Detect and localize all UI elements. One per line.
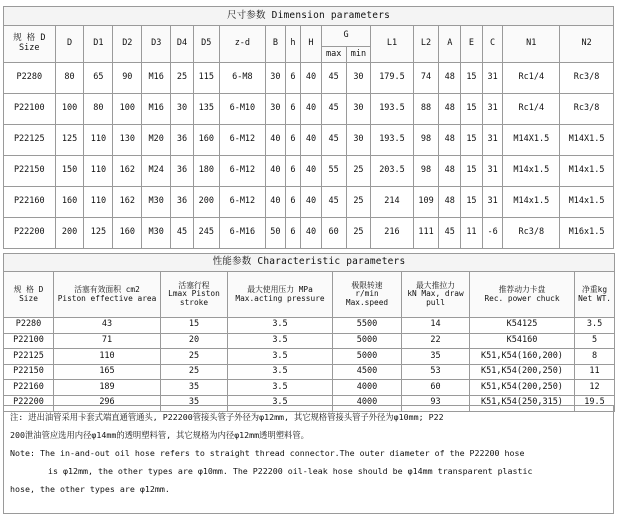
row-size-cell: P22125 xyxy=(4,349,54,365)
table-cell: M30 xyxy=(142,187,171,218)
table-cell: 36 xyxy=(171,187,194,218)
table-cell: 179.5 xyxy=(371,63,413,94)
table-cell: 36 xyxy=(171,156,194,187)
table-cell: 110 xyxy=(54,349,161,365)
table-cell: 3.5 xyxy=(228,349,333,365)
characteristic-table xyxy=(3,253,615,412)
col-header-d1: D1 xyxy=(84,26,113,63)
table-cell: 45 xyxy=(171,218,194,249)
table-cell: 40 xyxy=(301,94,322,125)
col-header-d5: D5 xyxy=(193,26,219,63)
row-size-cell: P22125 xyxy=(4,125,56,156)
table-cell: 14 xyxy=(402,318,470,334)
table-cell: 110 xyxy=(84,187,113,218)
table-cell: 180 xyxy=(193,156,219,187)
table-row xyxy=(4,364,615,380)
col-header-net-weight: 净重kg Net WT. xyxy=(575,272,615,318)
table-row xyxy=(4,333,615,349)
table-cell: 43 xyxy=(54,318,161,334)
table-cell: 6-M12 xyxy=(219,187,265,218)
table-cell: 31 xyxy=(482,156,503,187)
table-cell: 4500 xyxy=(333,364,402,380)
table-cell: 5500 xyxy=(333,318,402,334)
table-row xyxy=(4,318,615,334)
col-header-n1: N1 xyxy=(503,26,560,63)
table-cell: 3.5 xyxy=(228,318,333,334)
table-cell: 6-M16 xyxy=(219,218,265,249)
table-cell: 6 xyxy=(285,187,300,218)
table-cell: M16 xyxy=(142,63,171,94)
table-cell: 45 xyxy=(321,187,346,218)
table-cell: K51,K54(200,250) xyxy=(470,364,575,380)
table-cell: 35 xyxy=(161,380,228,396)
col-header-l1: L1 xyxy=(371,26,413,63)
table-cell: 162 xyxy=(113,187,142,218)
table-cell: 110 xyxy=(84,156,113,187)
table-cell: 3.5 xyxy=(228,395,333,411)
dimension-table-body xyxy=(4,63,614,249)
table-cell: 3.5 xyxy=(228,333,333,349)
table-cell: M20 xyxy=(142,125,171,156)
table-cell: M30 xyxy=(142,218,171,249)
table-cell: 130 xyxy=(113,125,142,156)
col-header-d4: D4 xyxy=(171,26,194,63)
col-header-d2: D2 xyxy=(113,26,142,63)
table-cell: 30 xyxy=(346,63,371,94)
table-cell: 11 xyxy=(461,218,483,249)
row-size-cell: P22160 xyxy=(4,187,56,218)
table-cell: M14X1.5 xyxy=(560,125,614,156)
col-header-piston-stroke: 活塞行程 Lmax Piston stroke xyxy=(161,272,228,318)
table-row xyxy=(4,218,614,249)
row-size-cell: P2280 xyxy=(4,318,54,334)
notes-block xyxy=(3,405,614,514)
table-cell: 200 xyxy=(55,218,84,249)
table-cell: M16 xyxy=(142,94,171,125)
table-cell: 48 xyxy=(439,94,461,125)
table-cell: 25 xyxy=(161,364,228,380)
table-cell: 6 xyxy=(285,94,300,125)
table-cell: 6 xyxy=(285,63,300,94)
col-header-h: h xyxy=(285,26,300,63)
table-cell: -6 xyxy=(482,218,503,249)
col-header-g-min: min xyxy=(346,47,371,63)
table-row xyxy=(4,156,614,187)
row-size-cell: P22200 xyxy=(4,218,56,249)
table-cell: 40 xyxy=(301,156,322,187)
size-header-cn: 规 格 D xyxy=(13,285,44,295)
table-cell: 35 xyxy=(402,349,470,365)
table-cell: 4000 xyxy=(333,380,402,396)
characteristic-table-title: 性能参数 Characteristic parameters xyxy=(4,254,615,272)
table-cell: 162 xyxy=(113,156,142,187)
table-cell: 110 xyxy=(84,125,113,156)
table-cell: 93 xyxy=(402,395,470,411)
table-cell: 5 xyxy=(575,333,615,349)
table-cell: Rc3/8 xyxy=(560,63,614,94)
table-cell: 245 xyxy=(193,218,219,249)
table-cell: K51,K54(200,250) xyxy=(470,380,575,396)
col-header-g: G xyxy=(321,26,371,47)
note-cn-line-1: 注: 进出油管采用卡套式端直通管通头, P22200管接头管子外径为φ12mm, 其它规格管接头管子外径为φ10mm; P22 xyxy=(10,412,444,422)
note-cn-line-2: 200泄油管应选用内径φ14mm的透明塑料管, 其它规格为内径φ12mm透明塑料管。 xyxy=(10,430,309,440)
table-cell: 48 xyxy=(439,156,461,187)
table-cell: 165 xyxy=(54,364,161,380)
table-cell: 20 xyxy=(161,333,228,349)
col-header-e: E xyxy=(461,26,483,63)
table-cell: 200 xyxy=(193,187,219,218)
table-cell: 6 xyxy=(285,156,300,187)
table-cell: 25 xyxy=(346,218,371,249)
table-cell: 100 xyxy=(55,94,84,125)
table-cell: 12 xyxy=(575,380,615,396)
table-cell: 193.5 xyxy=(371,125,413,156)
table-cell: 31 xyxy=(482,94,503,125)
table-row xyxy=(4,125,614,156)
col-header-z-d: z-d xyxy=(219,26,265,63)
table-cell: 40 xyxy=(266,125,286,156)
col-header-c: C xyxy=(482,26,503,63)
table-cell: 15 xyxy=(461,125,483,156)
table-cell: 53 xyxy=(402,364,470,380)
col-header-d: D xyxy=(55,26,84,63)
table-cell: 15 xyxy=(461,63,483,94)
table-cell: 40 xyxy=(266,187,286,218)
table-cell: 15 xyxy=(461,94,483,125)
table-cell: 11 xyxy=(575,364,615,380)
dimension-table xyxy=(3,6,614,249)
table-cell: 15 xyxy=(461,156,483,187)
size-header-en: Size xyxy=(19,293,38,303)
col-header-b: B xyxy=(266,26,286,63)
size-header xyxy=(4,272,54,318)
table-cell: 6-M12 xyxy=(219,125,265,156)
col-header-n2: N2 xyxy=(560,26,614,63)
table-cell: 48 xyxy=(439,187,461,218)
row-size-cell: P22100 xyxy=(4,333,54,349)
table-cell: 193.5 xyxy=(371,94,413,125)
col-header-hh: H xyxy=(301,26,322,63)
table-cell: M14x1.5 xyxy=(560,156,614,187)
table-cell: 80 xyxy=(55,63,84,94)
table-cell: 5000 xyxy=(333,349,402,365)
table-cell: 19.5 xyxy=(575,395,615,411)
table-cell: 125 xyxy=(55,125,84,156)
table-cell: 111 xyxy=(413,218,439,249)
table-cell: 40 xyxy=(266,156,286,187)
table-row xyxy=(4,187,614,218)
table-cell: 160 xyxy=(193,125,219,156)
table-cell: 150 xyxy=(55,156,84,187)
table-cell: K51,K54(160,200) xyxy=(470,349,575,365)
table-cell: 31 xyxy=(482,187,503,218)
col-header-max-pressure: 最大使用压力 MPa Max.acting pressure xyxy=(228,272,333,318)
table-cell: 22 xyxy=(402,333,470,349)
table-cell: 3.5 xyxy=(228,380,333,396)
col-header-g-max: max xyxy=(321,47,346,63)
table-cell: 45 xyxy=(321,125,346,156)
col-header-max-pull: 最大推拉力 kN Max, draw pull xyxy=(402,272,470,318)
col-header-d3: D3 xyxy=(142,26,171,63)
dimension-table-title: 尺寸参数 Dimension parameters xyxy=(4,7,614,26)
table-cell: 115 xyxy=(193,63,219,94)
table-cell: 6-M8 xyxy=(219,63,265,94)
table-cell: 60 xyxy=(402,380,470,396)
table-cell: 36 xyxy=(171,125,194,156)
table-cell: 25 xyxy=(346,187,371,218)
table-cell: M24 xyxy=(142,156,171,187)
table-cell: M14X1.5 xyxy=(503,125,560,156)
row-size-cell: P2280 xyxy=(4,63,56,94)
table-cell: 35 xyxy=(161,395,228,411)
table-cell: 30 xyxy=(171,94,194,125)
table-cell: 15 xyxy=(461,187,483,218)
table-cell: Rc1/4 xyxy=(503,63,560,94)
col-header-a: A xyxy=(439,26,461,63)
table-cell: 45 xyxy=(439,218,461,249)
table-cell: K54160 xyxy=(470,333,575,349)
table-cell: 30 xyxy=(346,125,371,156)
row-size-cell: P22100 xyxy=(4,94,56,125)
col-header-max-speed: 极限转速 r/min Max.speed xyxy=(333,272,402,318)
table-cell: M16x1.5 xyxy=(560,218,614,249)
table-cell: 4000 xyxy=(333,395,402,411)
table-cell: 74 xyxy=(413,63,439,94)
table-cell: 65 xyxy=(84,63,113,94)
table-cell: K51,K54(250,315) xyxy=(470,395,575,411)
note-en-line-1: Note: The in-and-out oil hose refers to straight thread connector.The outer diameter of the P22200 hose xyxy=(10,448,525,458)
row-size-cell: P22160 xyxy=(4,380,54,396)
table-cell: K54125 xyxy=(470,318,575,334)
table-cell: 48 xyxy=(439,125,461,156)
table-cell: 45 xyxy=(321,94,346,125)
table-cell: M14x1.5 xyxy=(560,187,614,218)
table-cell: 15 xyxy=(161,318,228,334)
row-size-cell: P22150 xyxy=(4,156,56,187)
table-cell: M14x1.5 xyxy=(503,187,560,218)
table-cell: 30 xyxy=(346,94,371,125)
table-cell: 98 xyxy=(413,156,439,187)
col-header-piston-area: 活塞有效面积 cm2 Piston effective area xyxy=(54,272,161,318)
col-header-l2: L2 xyxy=(413,26,439,63)
table-cell: 25 xyxy=(346,156,371,187)
table-cell: 135 xyxy=(193,94,219,125)
table-cell: 30 xyxy=(266,94,286,125)
table-cell: 100 xyxy=(113,94,142,125)
table-cell: 60 xyxy=(321,218,346,249)
col-header-power-chuck: 推荐动力卡盘 Rec. power chuck xyxy=(470,272,575,318)
table-cell: 214 xyxy=(371,187,413,218)
table-cell: 5000 xyxy=(333,333,402,349)
table-cell: 25 xyxy=(171,63,194,94)
table-cell: 40 xyxy=(301,63,322,94)
size-header-cn: 规 格 D xyxy=(13,33,46,44)
table-cell: 6 xyxy=(285,125,300,156)
table-cell: 90 xyxy=(113,63,142,94)
table-cell: 98 xyxy=(413,125,439,156)
table-row xyxy=(4,63,614,94)
table-cell: 109 xyxy=(413,187,439,218)
table-cell: 25 xyxy=(161,349,228,365)
table-cell: 3.5 xyxy=(228,364,333,380)
row-size-cell: P22200 xyxy=(4,395,54,411)
table-cell: 6-M10 xyxy=(219,94,265,125)
table-cell: 71 xyxy=(54,333,161,349)
table-cell: 40 xyxy=(301,187,322,218)
table-cell: 88 xyxy=(413,94,439,125)
table-cell: 80 xyxy=(84,94,113,125)
note-en-line-2: is φ12mm, the other types are φ10mm. The P22200 oil-leak hose should be φ14mm transparent plastic xyxy=(48,466,533,476)
table-cell: 40 xyxy=(301,218,322,249)
table-row xyxy=(4,94,614,125)
table-cell: 50 xyxy=(266,218,286,249)
table-cell: 160 xyxy=(113,218,142,249)
size-header xyxy=(4,26,56,63)
table-cell: Rc1/4 xyxy=(503,94,560,125)
characteristic-table-body xyxy=(4,318,615,412)
note-en-line-3: hose, the other types are φ12mm. xyxy=(10,484,170,494)
table-cell: 203.5 xyxy=(371,156,413,187)
table-cell: 3.5 xyxy=(575,318,615,334)
table-cell: 30 xyxy=(266,63,286,94)
table-cell: 48 xyxy=(439,63,461,94)
table-cell: 6 xyxy=(285,218,300,249)
table-row xyxy=(4,380,615,396)
table-cell: Rc3/8 xyxy=(503,218,560,249)
table-cell: 296 xyxy=(54,395,161,411)
table-cell: 125 xyxy=(84,218,113,249)
size-header-en: Size xyxy=(19,43,40,53)
table-cell: 40 xyxy=(301,125,322,156)
table-cell: 31 xyxy=(482,63,503,94)
table-cell: 8 xyxy=(575,349,615,365)
table-cell: 216 xyxy=(371,218,413,249)
table-cell: 55 xyxy=(321,156,346,187)
table-cell: 160 xyxy=(55,187,84,218)
table-cell: 189 xyxy=(54,380,161,396)
row-size-cell: P22150 xyxy=(4,364,54,380)
table-cell: Rc3/8 xyxy=(560,94,614,125)
table-cell: M14x1.5 xyxy=(503,156,560,187)
table-cell: 31 xyxy=(482,125,503,156)
table-row xyxy=(4,349,615,365)
table-cell: 45 xyxy=(321,63,346,94)
table-cell: 6-M12 xyxy=(219,156,265,187)
